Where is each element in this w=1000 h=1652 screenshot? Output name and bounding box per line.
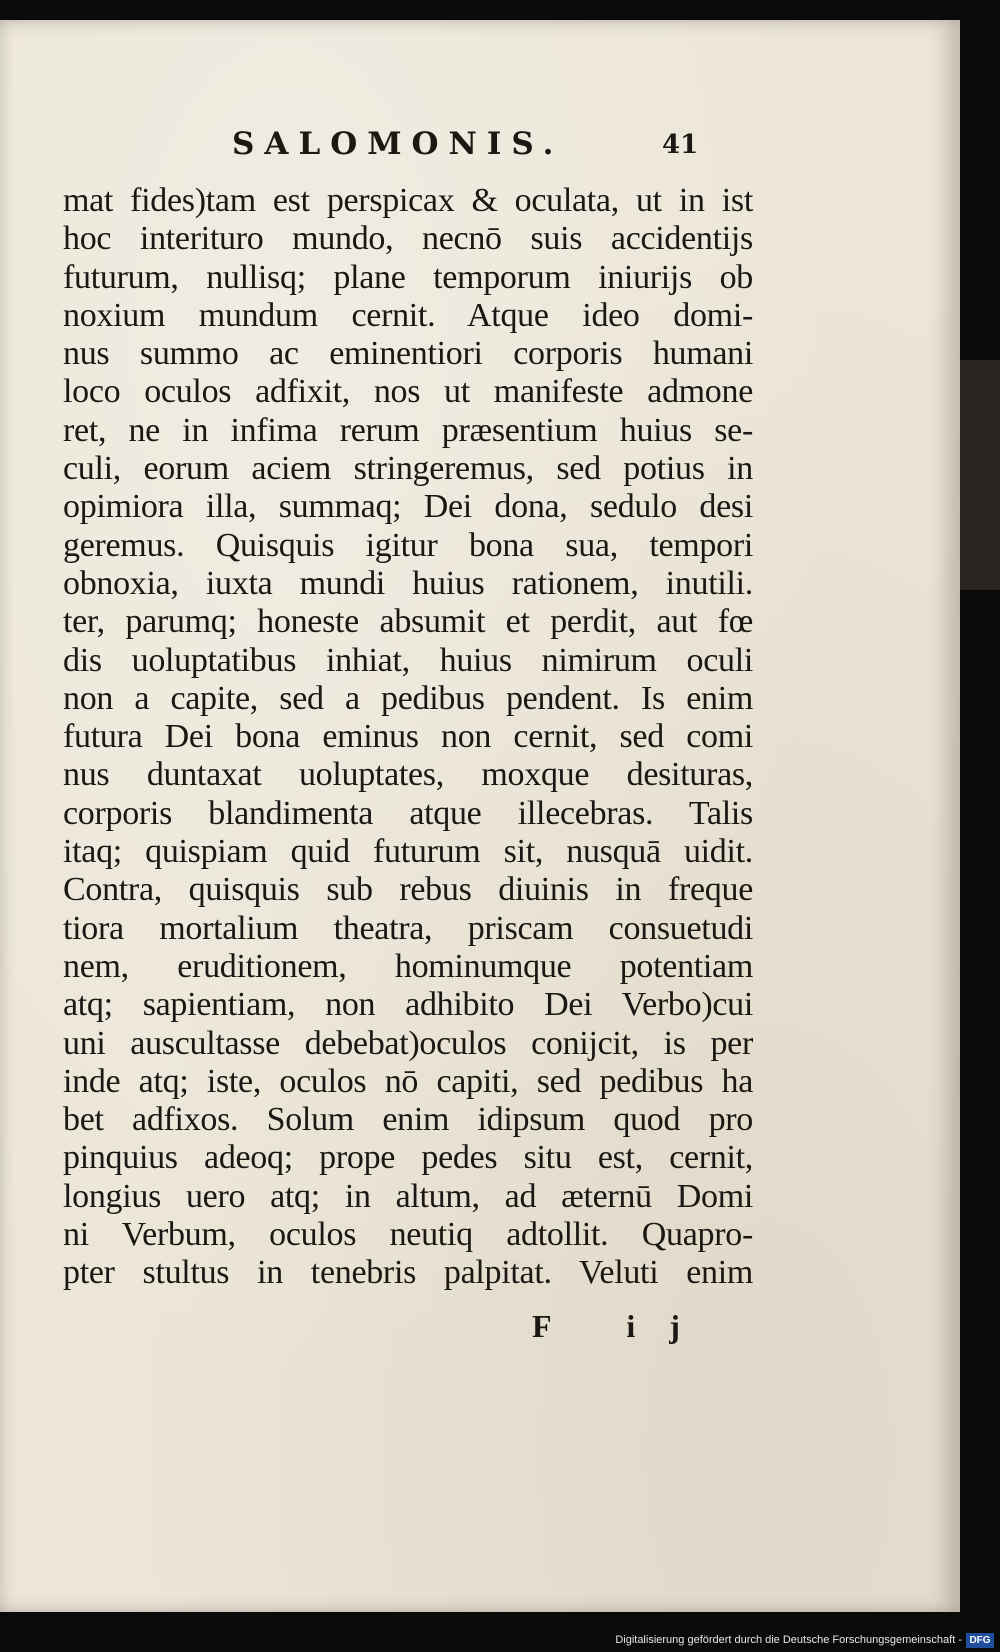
text-line: futurum, nullisq; plane temporum iniurijs ob bbox=[63, 258, 753, 296]
text-line: ni Verbum, oculos neutiq adtollit. Quapro- bbox=[63, 1216, 753, 1254]
funding-credit: Digitalisierung gefördert durch die Deutsche Forschungsgemeinschaft - bbox=[615, 1634, 962, 1646]
text-line: dis uoluptatibus inhiat, huius nimirum oculi bbox=[63, 641, 753, 679]
text-line: nus duntaxat uoluptates, moxque desituras, bbox=[63, 756, 753, 794]
text-line: geremus. Quisquis igitur bona sua, tempori bbox=[63, 526, 753, 564]
text-line: ter, parumq; honeste absumit et perdit, aut fœ bbox=[63, 603, 753, 641]
text-line: pinquius adeoq; prope pedes situ est, cernit, bbox=[63, 1139, 753, 1177]
text-line: longius uero atq; in altum, ad æternū Domi bbox=[63, 1177, 753, 1215]
text-line: itaq; quispiam quid futurum sit, nusquā uidit. bbox=[63, 833, 753, 871]
text-line: corporis blandimenta atque illecebras. Talis bbox=[63, 794, 753, 832]
text-line: inde atq; iste, oculos nō capiti, sed pedibus ha bbox=[63, 1062, 753, 1100]
text-line: atq; sapientiam, non adhibito Dei Verbo)cui bbox=[63, 986, 753, 1024]
page-number: 41 bbox=[662, 130, 699, 160]
text-line: Contra, quisquis sub rebus diuinis in freque bbox=[63, 871, 753, 909]
text-line: mat fides)tam est perspicax & oculata, ut in ist bbox=[63, 182, 753, 219]
body-text bbox=[63, 182, 753, 1293]
signature-mark: F ij bbox=[532, 1308, 714, 1344]
text-line: hoc interituro mundo, necnō suis accidentijs bbox=[63, 220, 753, 258]
text-line: ret, ne in infima rerum præsentium huius se- bbox=[63, 411, 753, 449]
text-line: opimiora illa, summaq; Dei dona, sedulo desi bbox=[63, 488, 753, 526]
running-head: SALOMONIS. bbox=[232, 126, 564, 162]
book-page bbox=[0, 20, 960, 1612]
text-line: futura Dei bona eminus non cernit, sed comi bbox=[63, 718, 753, 756]
text-line: culi, eorum aciem stringeremus, sed potius in bbox=[63, 450, 753, 488]
text-line: loco oculos adfixit, nos ut manifeste admone bbox=[63, 373, 753, 411]
text-line: bet adfixos. Solum enim idipsum quod pro bbox=[63, 1101, 753, 1139]
text-line: uni auscultasse debebat)oculos conijcit, is per bbox=[63, 1024, 753, 1062]
text-line: tiora mortalium theatra, priscam consuetudi bbox=[63, 909, 753, 947]
text-line: noxium mundum cernit. Atque ideo domi- bbox=[63, 296, 753, 334]
adjacent-page-edge bbox=[960, 360, 1000, 590]
text-line: obnoxia, iuxta mundi huius rationem, inutili. bbox=[63, 564, 753, 602]
text-line: non a capite, sed a pedibus pendent. Is enim bbox=[63, 679, 753, 717]
text-line: nus summo ac eminentiori corporis humani bbox=[63, 335, 753, 373]
text-line: pter stultus in tenebris palpitat. Veluti enim bbox=[63, 1254, 753, 1292]
text-line: nem, eruditionem, hominumque potentiam bbox=[63, 947, 753, 985]
dfg-logo: DFG bbox=[966, 1633, 994, 1648]
